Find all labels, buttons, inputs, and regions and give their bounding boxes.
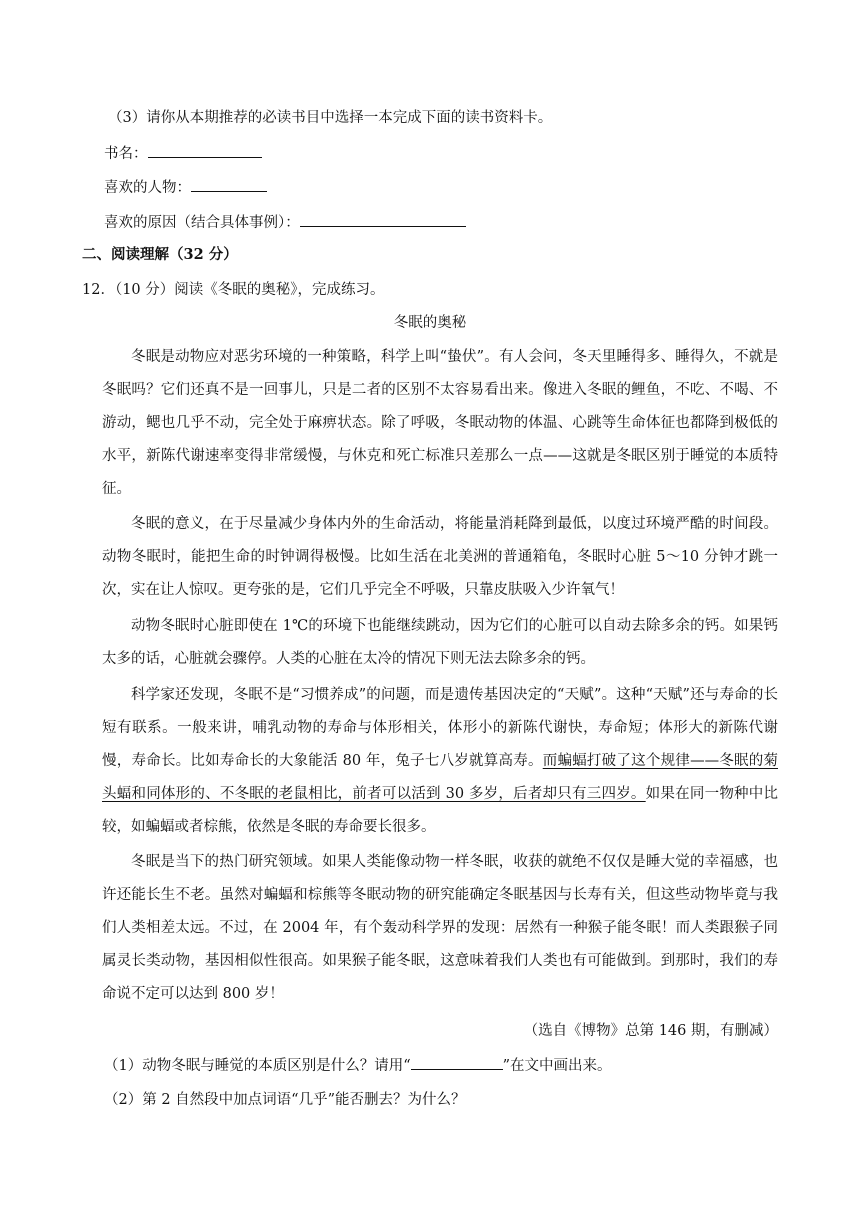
article-paragraph-3: 动物冬眠时心脏即使在 1℃的环境下也能继续跳动，因为它们的心脏可以自动去除多余的钙。如果钙太多的话，心脏就会骤停。人类的心脏在太冷的情况下则无法去除多余的钙。: [102, 618, 778, 667]
paragraph-4-text-a: 科学家还发现，冬眠不是“习惯养成”的问题，而是遗传基因决定的“天赋”。这种“天赋”还与寿命的长短有联系。一般来讲，哺乳动物的寿命与体形相关，体形小的新陈代谢快，寿命短；体形大的新陈代谢慢，寿命长。比如寿命长的大象能活 80 年，兔子七八岁就算高寿。: [102, 687, 778, 769]
section-heading: 二、阅读理解（32 分）: [82, 246, 238, 263]
sub-question-1-text-b: ”在文中画出来。: [502, 1058, 612, 1074]
paragraph-4-text-b: 如果在同一物种中比较，如蝙蝠或者棕熊，依然是冬眠的寿命要长很多。: [102, 786, 779, 835]
article-title: 冬眠的奥秘: [393, 315, 467, 331]
underline-marker-sample: [411, 1055, 503, 1070]
book-name-row: [104, 143, 262, 164]
sub-question-1-text-a: （1）动物冬眠与睡觉的本质区别是什么？请用“: [104, 1058, 411, 1074]
favorite-reason-label: 喜欢的原因（结合具体事例）：: [104, 215, 300, 231]
favorite-reason-row: [104, 212, 466, 233]
paragraph-4-underlined-sentence: 而蝙蝠打破了这个规律——冬眠的菊头蝠和同体形的、不冬眠的老鼠相比，前者可以活到 30 多岁，后者却只有三四岁。: [102, 753, 779, 802]
article-paragraph-4: [102, 679, 778, 844]
question-12-intro: 12．（10 分）阅读《冬眠的奥秘》，完成练习。: [82, 282, 385, 298]
sub-question-1: [104, 1055, 612, 1076]
sub-question-2: （2）第 2 自然段中加点词语“几乎”能否删去？为什么？: [104, 1092, 466, 1108]
book-name-label: 书名：: [104, 146, 148, 162]
favorite-character-blank[interactable]: [191, 177, 267, 192]
favorite-character-row: [104, 177, 267, 198]
article-source: （选自《博物》总第 146 期，有删减）: [523, 1023, 778, 1039]
favorite-character-label: 喜欢的人物：: [104, 180, 191, 196]
article-paragraph-1: 冬眠是动物应对恶劣环境的一种策略，科学上叫“蛰伏”。有人会问，冬天里睡得多、睡得久，不就是冬眠吗？它们还真不是一回事儿，只是二者的区别不太容易看出来。像进入冬眠的鲤鱼，不吃、不喝、不游动，鳃也几乎不动，完全处于麻痹状态。除了呼吸，冬眠动物的体温、心跳等生命体征也都降到极低的水平，新陈代谢速率变得非常缓慢，与休克和死亡标准只差那么一点——这就是冬眠区别于睡觉的本质特征。: [102, 349, 778, 497]
q3-prompt: （3）请你从本期推荐的必读书目中选择一本完成下面的读书资料卡。: [108, 110, 553, 126]
favorite-reason-blank[interactable]: [300, 212, 466, 227]
article-paragraph-2: 冬眠的意义，在于尽量减少身体内外的生命活动，将能量消耗降到最低，以度过环境严酷的时间段。动物冬眠时，能把生命的时钟调得极慢。比如生活在北美洲的普通箱龟，冬眠时心脏 5～10 分钟才跳一次，实在让人惊叹。更夸张的是，它们几乎完全不呼吸，只靠皮肤吸入少许氧气！: [102, 516, 778, 598]
book-name-blank[interactable]: [148, 143, 262, 158]
article-paragraph-5: 冬眠是当下的热门研究领域。如果人类能像动物一样冬眠，收获的就绝不仅仅是睡大觉的幸福感，也许还能长生不老。虽然对蝙蝠和棕熊等冬眠动物的研究能确定冬眠基因与长寿有关，但这些动物毕竟与我们人类相差太远。不过，在 2004 年，有个轰动科学界的发现：居然有一种猴子能冬眠！而人类跟猴子同属灵长类动物，基因相似性很高。如果猴子能冬眠，这意味着我们人类也有可能做到。到那时，我们的寿命说不定可以达到 800 岁！: [102, 854, 778, 1002]
